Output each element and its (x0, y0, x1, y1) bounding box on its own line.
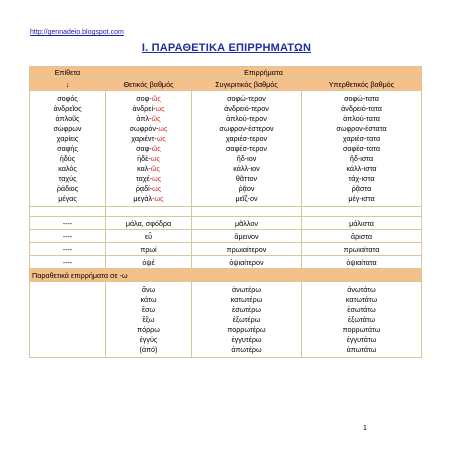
table-row (30, 324, 422, 334)
positive-ending: ως (158, 123, 168, 133)
table-row (30, 123, 422, 133)
table-row (30, 314, 422, 324)
adjective-cell: χαρίεις (30, 133, 106, 143)
page-title: Ι. ΠΑΡΑΘΕΤΙΚΑ ΕΠΙΡΡΗΜΑΤΩΝ (141, 42, 312, 54)
positive-stem: σοφ- (136, 93, 152, 103)
positive-stem: χαριέντ- (131, 133, 157, 143)
superlative-cell: ἀνωτάτω (302, 282, 422, 295)
positive-stem: ἡδέ- (137, 154, 151, 164)
table-row (30, 113, 422, 123)
positive-cell: πρωί (106, 243, 192, 256)
spacer-row (30, 207, 422, 217)
spacer-cell (30, 207, 106, 217)
positive-cell (106, 103, 192, 113)
positive-ending: ῶς (151, 93, 161, 103)
comparative-cell: θᾶττον (192, 174, 302, 184)
table-row (30, 133, 422, 143)
page-number: 1 (363, 425, 367, 432)
positive-stem: σαφ- (136, 144, 152, 154)
comparative-cell: ἄμεινον (192, 230, 302, 243)
table-row (30, 304, 422, 314)
superlative-cell: ἁπλού-τατα (302, 113, 422, 123)
table-header-row (30, 67, 422, 79)
spacer-cell (106, 207, 192, 217)
positive-cell (106, 194, 192, 207)
positive-ending: ως (152, 184, 162, 194)
positive-cell (106, 174, 192, 184)
positive-cell: εὖ (106, 230, 192, 243)
header-adjectives: Επίθετα (30, 67, 106, 79)
superlative-cell: τάχ-ιστα (302, 174, 422, 184)
comparative-cell: ἐσωτέρω (192, 304, 302, 314)
superlative-cell: ἀνδρειό-τατα (302, 103, 422, 113)
header-comparative: Συγκριτικός βαθμός (192, 79, 302, 91)
adjective-cell (30, 324, 106, 334)
positive-cell (106, 133, 192, 143)
comparative-cell: ἐγγυτέρω (192, 335, 302, 345)
table-row (30, 103, 422, 113)
superlative-cell: σαφέσ-τατα (302, 143, 422, 153)
comparative-cell: κατωτέρω (192, 294, 302, 304)
positive-cell (106, 154, 192, 164)
blog-link[interactable]: http://gennadeio.blogspot.com (30, 29, 124, 36)
positive-stem: σωφρόν- (129, 123, 159, 133)
adjective-cell (30, 345, 106, 358)
superlative-cell: ἄριστα (302, 230, 422, 243)
adjective-cell (30, 304, 106, 314)
spacer-cell (302, 207, 422, 217)
positive-cell (106, 91, 192, 104)
table-row (30, 282, 422, 295)
comparative-cell: ἀνδρειό-τερον (192, 103, 302, 113)
positive-ending: ως (155, 103, 165, 113)
superlative-cell: πρωιαίτατα (302, 243, 422, 256)
adverb-comparison-table (29, 66, 422, 358)
superlative-cell: πορρωτάτω (302, 324, 422, 334)
positive-stem: ἁπλ- (136, 113, 152, 123)
table-row (30, 335, 422, 345)
positive-stem: καλ- (137, 164, 151, 174)
positive-cell: ἔσω (106, 304, 192, 314)
table-row (30, 174, 422, 184)
down-arrow-icon: ↓ (30, 79, 106, 91)
comparative-cell: σαφέσ-τερον (192, 143, 302, 153)
positive-ending: ως (150, 154, 160, 164)
table-row (30, 217, 422, 230)
superlative-cell: ἐσωτάτω (302, 304, 422, 314)
adjective-cell: ---- (30, 230, 106, 243)
adjective-cell: ἀνδρεῖος (30, 103, 106, 113)
section-header-row (30, 269, 422, 282)
superlative-cell: ἐξωτάτω (302, 314, 422, 324)
positive-ending: ῶς (151, 144, 161, 154)
table-row (30, 294, 422, 304)
superlative-cell: σοφώ-τατα (302, 91, 422, 104)
adjective-cell: σώφρων (30, 123, 106, 133)
comparative-cell: μᾶλλον (192, 217, 302, 230)
adjective-cell: ἡδύς (30, 154, 106, 164)
table-subheader-row (30, 79, 422, 91)
positive-cell: ἄνω (106, 282, 192, 295)
comparative-cell: χαριέσ-τερον (192, 133, 302, 143)
adjective-cell (30, 314, 106, 324)
comparative-cell: ῥᾷον (192, 184, 302, 194)
superlative-cell: χαριέσ-τατα (302, 133, 422, 143)
table-row (30, 184, 422, 194)
positive-cell (106, 184, 192, 194)
positive-ending: ῶς (151, 113, 161, 123)
adjective-cell: μέγας (30, 194, 106, 207)
table-row (30, 256, 422, 269)
superlative-cell: ἥδ-ιστα (302, 154, 422, 164)
adjective-cell (30, 335, 106, 345)
positive-cell: κάτω (106, 294, 192, 304)
positive-cell: ὀψέ (106, 256, 192, 269)
superlative-cell: κάλλ-ιστα (302, 164, 422, 174)
positive-ending: ως (156, 133, 166, 143)
adjective-cell: σοφός (30, 91, 106, 104)
comparative-cell: σωφρον-έστερον (192, 123, 302, 133)
comparative-cell: πρωιαίτερον (192, 243, 302, 256)
adjective-cell: ἁπλοῦς (30, 113, 106, 123)
superlative-cell: ὀψιαίτατα (302, 256, 422, 269)
adjective-cell (30, 282, 106, 295)
comparative-cell: ἥδ-ιον (192, 154, 302, 164)
positive-cell: μάλα, σφόδρα (106, 217, 192, 230)
adjective-cell: ῥάδιος (30, 184, 106, 194)
positive-cell (106, 113, 192, 123)
adjective-cell: καλός (30, 164, 106, 174)
comparative-cell: κάλλ-ιον (192, 164, 302, 174)
section-title: Παραθετικά επιρρήματα σε -ω (30, 269, 422, 282)
comparative-cell: ὀψιαίτερον (192, 256, 302, 269)
comparative-cell: ἀπωτέρω (192, 345, 302, 358)
header-positive: Θετικός βαθμός (106, 79, 192, 91)
table-row (30, 194, 422, 207)
adjective-cell (30, 294, 106, 304)
comparative-cell: ἐξωτέρω (192, 314, 302, 324)
adjective-cell: ταχύς (30, 174, 106, 184)
table-row (30, 345, 422, 358)
table-row (30, 164, 422, 174)
superlative-cell: ῥᾷστα (302, 184, 422, 194)
spacer-cell (192, 207, 302, 217)
superlative-cell: ἀπωτάτω (302, 345, 422, 358)
positive-cell (106, 123, 192, 133)
positive-stem: ῥᾳδί- (135, 184, 153, 194)
positive-cell (106, 164, 192, 174)
positive-ending: ως (154, 194, 164, 204)
positive-cell: ἔξω (106, 314, 192, 324)
adjective-cell: σαφής (30, 143, 106, 153)
table-row (30, 154, 422, 164)
superlative-cell: μέγ-ιστα (302, 194, 422, 207)
table-row (30, 230, 422, 243)
superlative-cell: ἐγγυτάτω (302, 335, 422, 345)
positive-stem: ἀνδρεί- (132, 103, 156, 113)
table-row (30, 91, 422, 104)
table-row (30, 243, 422, 256)
comparative-cell: ἁπλού-τερον (192, 113, 302, 123)
header-superlative: Υπερθετικός βαθμός (302, 79, 422, 91)
header-adverbs: Επιρρήματα (106, 67, 422, 79)
superlative-cell: κατωτάτω (302, 294, 422, 304)
adjective-cell: ---- (30, 243, 106, 256)
positive-cell: πόρρω (106, 324, 192, 334)
positive-stem: ταχέ- (135, 174, 153, 184)
positive-cell: ἐγγύς (106, 335, 192, 345)
positive-stem: μεγάλ- (133, 194, 155, 204)
positive-cell: (ἀπό) (106, 345, 192, 358)
positive-cell (106, 143, 192, 153)
superlative-cell: σωφρον-έστατα (302, 123, 422, 133)
comparative-cell: μεῖζ-ον (192, 194, 302, 207)
superlative-cell: μάλιστα (302, 217, 422, 230)
adjective-cell: ---- (30, 217, 106, 230)
positive-ending: ως (152, 174, 162, 184)
comparative-cell: σοφώ-τερον (192, 91, 302, 104)
table-row (30, 143, 422, 153)
adjective-cell: ---- (30, 256, 106, 269)
comparative-cell: ἀνωτέρω (192, 282, 302, 295)
comparative-cell: πορρωτέρω (192, 324, 302, 334)
positive-ending: ῶς (150, 164, 160, 174)
